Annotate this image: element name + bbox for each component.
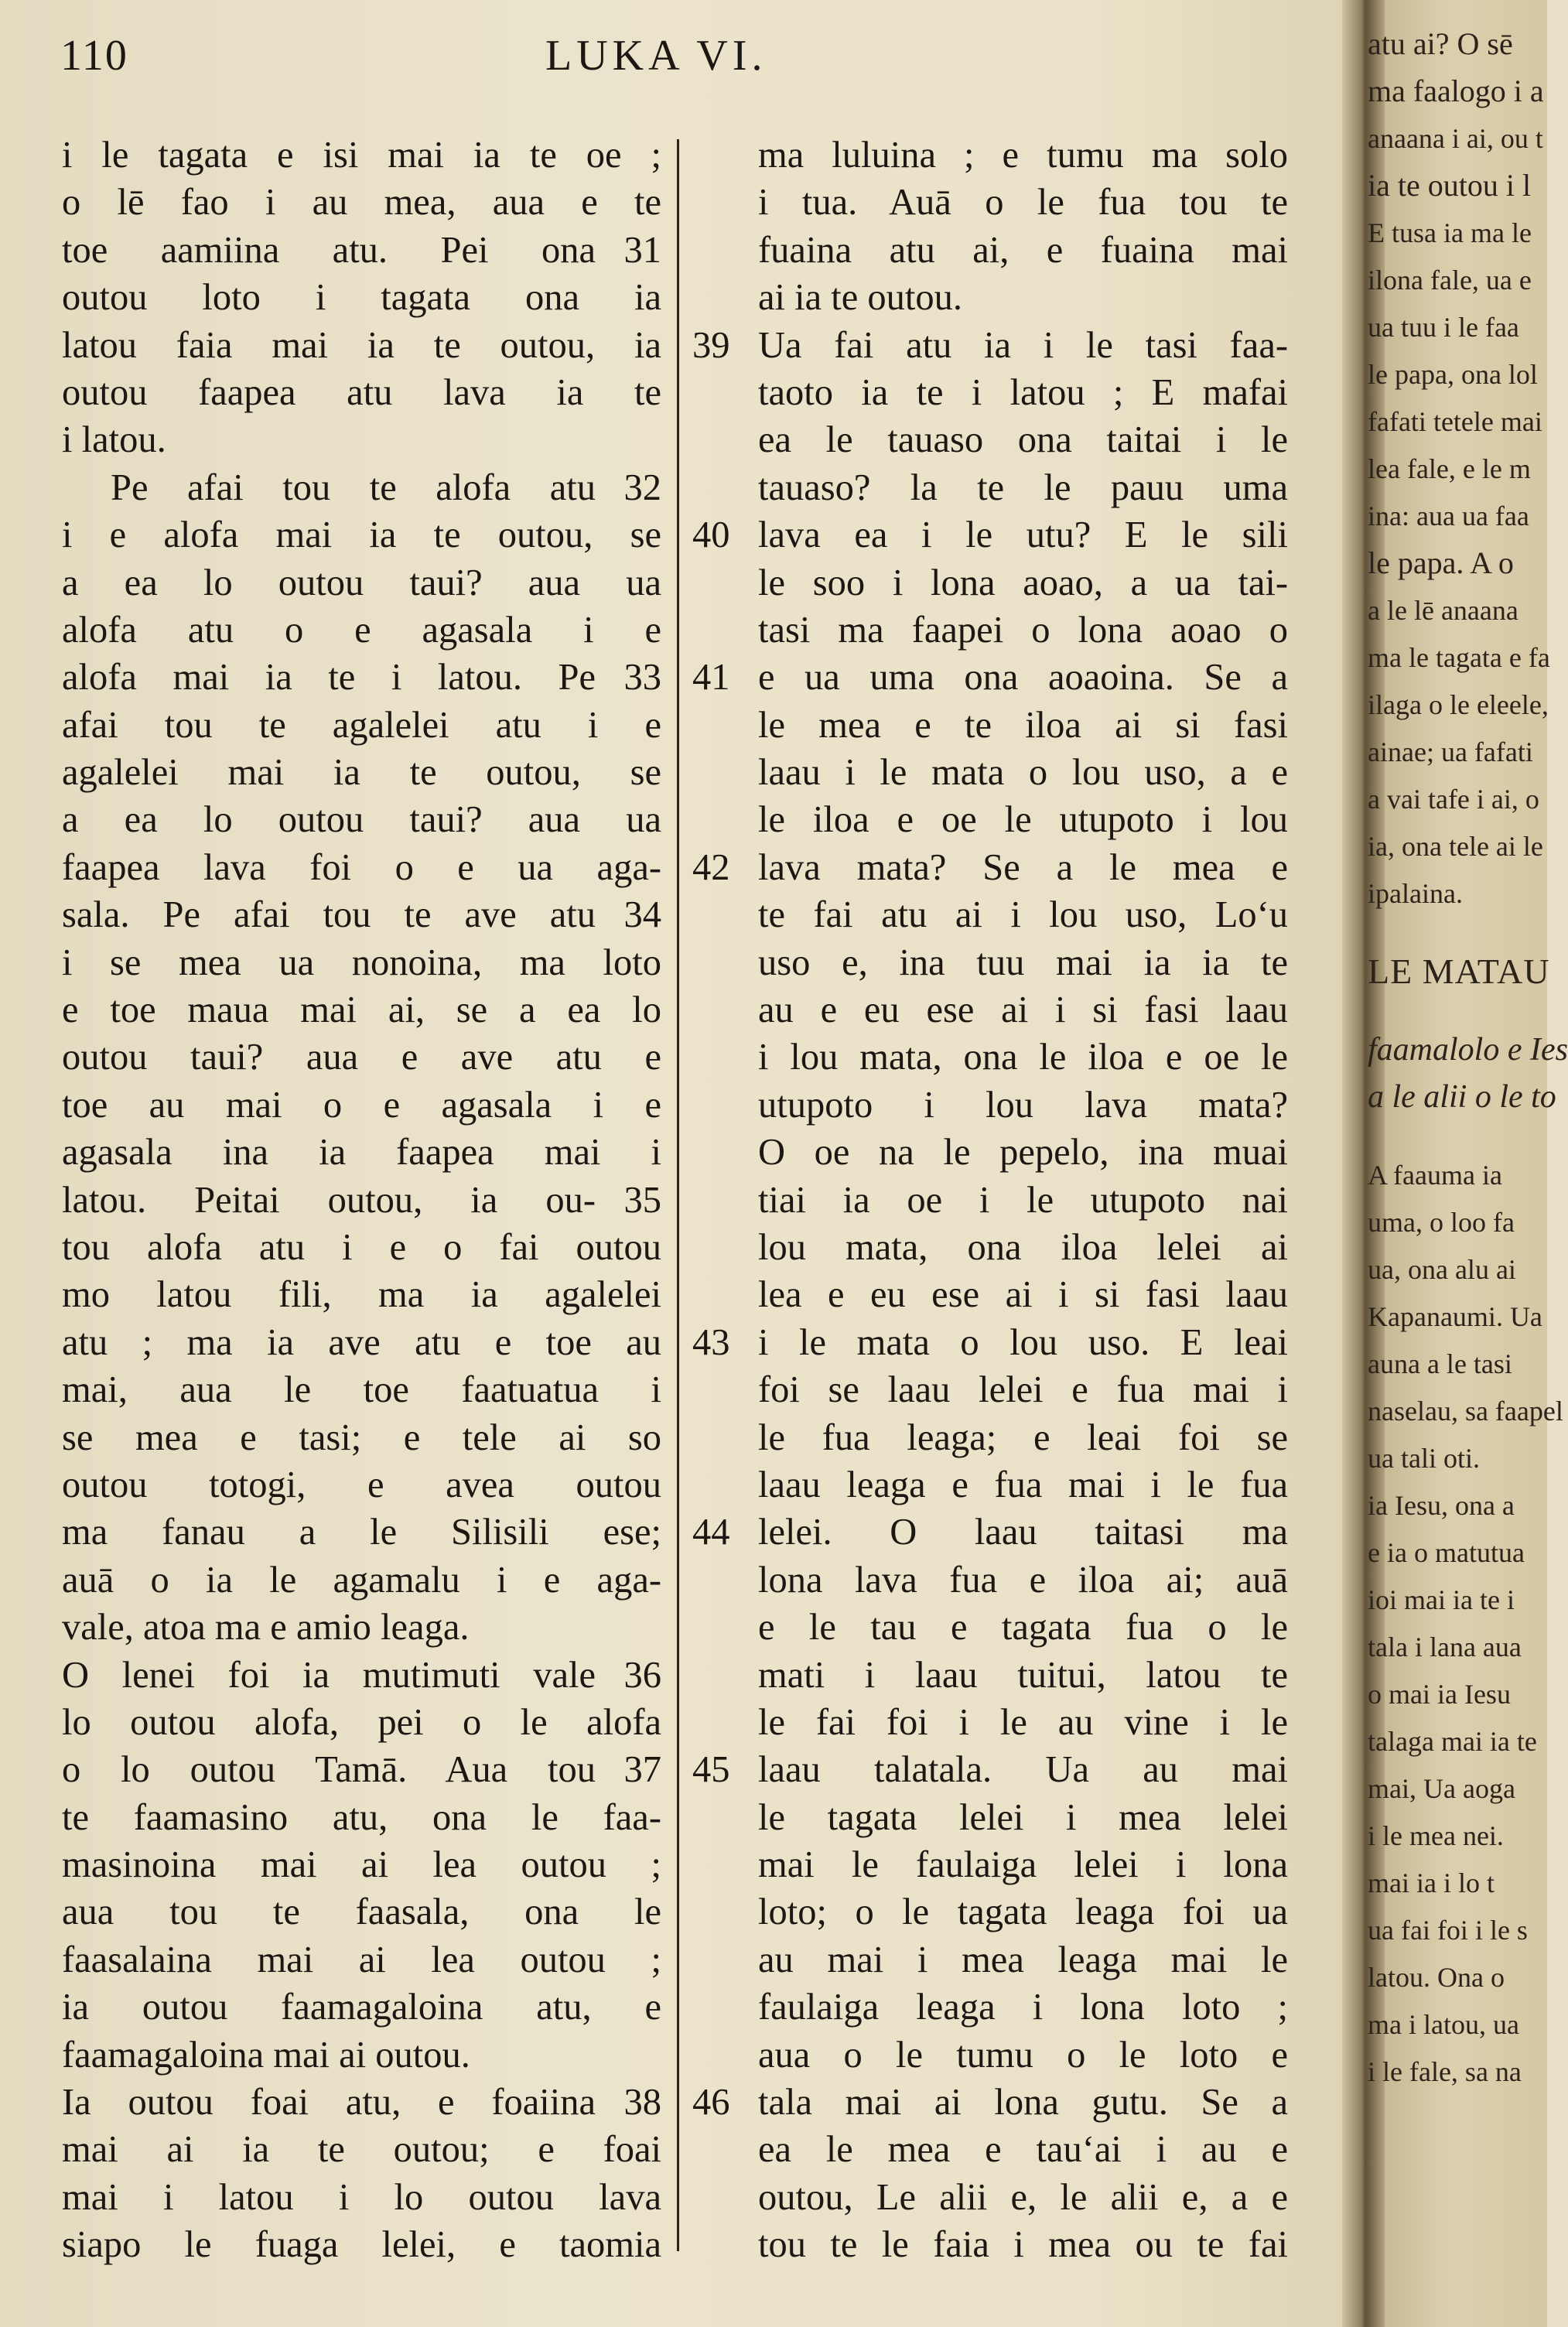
line-text: aua tou te faasala, ona le [62, 1891, 661, 1933]
line-text: tala mai ai lona gutu. Se a [758, 2082, 1288, 2124]
left-text-column [62, 132, 661, 2269]
text-line [62, 1271, 661, 1318]
text-line [692, 796, 1288, 843]
facing-page-line: ilaga o le eleele, [1368, 689, 1549, 720]
text-line [62, 1841, 661, 1888]
facing-page-line: ma faalogo i a [1368, 73, 1544, 108]
text-line [62, 1414, 661, 1461]
text-line [692, 2221, 1288, 2268]
text-line [62, 2031, 661, 2079]
line-text: i se mea ua nonoina, ma loto [62, 941, 661, 983]
line-text: le fai foi i le au vine i le [758, 1701, 1288, 1743]
line-text: outou faapea atu lava ia te [62, 371, 661, 413]
line-text: le soo i lona aoao, a ua tai- [758, 562, 1288, 603]
page-number: 110 [60, 32, 128, 80]
facing-page-line: naselau, sa faapel [1368, 1396, 1563, 1427]
text-line [692, 1129, 1288, 1176]
running-title: LUKA VI. [545, 32, 767, 80]
facing-page-line: lea fale, e le m [1368, 453, 1531, 484]
text-line [62, 607, 661, 654]
line-text: mo latou fili, ma ia agalelei [62, 1274, 661, 1316]
text-line [62, 796, 661, 843]
text-line [62, 1319, 661, 1366]
line-text: latou. Peitai outou, ia ou- [62, 1179, 596, 1221]
text-line [692, 1936, 1288, 1984]
line-text: ia outou faamagaloina atu, e [62, 1987, 661, 2028]
text-line [692, 607, 1288, 654]
line-text: tauaso? la te le pauu uma [758, 466, 1288, 508]
line-text: toe au mai o e agasala i e [62, 1084, 661, 1126]
line-text: i le tagata e isi mai ia te oe ; [62, 135, 661, 176]
line-text: toe aamiina atu. Pei ona [62, 229, 596, 271]
text-line [692, 1081, 1288, 1129]
facing-page-line: ia, ona tele ai le [1368, 831, 1543, 862]
text-line [62, 416, 661, 463]
line-text: a ea lo outou taui? aua ua [62, 799, 661, 841]
text-line [62, 891, 661, 938]
line-text: latou faia mai ia te outou, ia [62, 324, 661, 366]
text-line [62, 1081, 661, 1129]
text-line [692, 1177, 1288, 1224]
text-line [692, 1034, 1288, 1081]
facing-page-line: ua tuu i le faa [1368, 312, 1519, 343]
line-text: Pe afai tou te alofa atu [111, 466, 596, 508]
text-line [692, 986, 1288, 1034]
text-line [692, 1794, 1288, 1841]
text-line [692, 511, 1288, 559]
line-text: le tagata lelei i mea lelei [758, 1796, 1288, 1838]
text-line [62, 559, 661, 607]
facing-page-line: o mai ia Iesu [1368, 1679, 1511, 1710]
line-text: mai ai ia te outou; e foai [62, 2129, 661, 2171]
facing-page-line: E tusa ia ma le [1368, 217, 1532, 248]
facing-page-line: LE MATAU [1368, 952, 1550, 991]
line-text: alofa mai ia te i latou. Pe [62, 657, 596, 699]
line-text: te faamasino atu, ona le faa- [62, 1796, 661, 1838]
line-text: i e alofa mai ia te outou, se [62, 514, 661, 556]
text-line [692, 369, 1288, 416]
text-line [62, 322, 661, 369]
text-line [692, 2079, 1288, 2126]
facing-page-line: atu ai? O sē [1368, 26, 1513, 61]
line-text: uso e, ina tuu mai ia ia te [758, 941, 1288, 983]
text-line [692, 939, 1288, 986]
line-text: lelei. O laau taitasi ma [758, 1512, 1288, 1553]
text-line [692, 1224, 1288, 1271]
text-line [62, 1699, 661, 1746]
facing-page-line: Kapanaumi. Ua [1368, 1301, 1542, 1332]
text-line [692, 1984, 1288, 2031]
line-text: alofa atu o e agasala i e [62, 609, 661, 651]
line-text: vale, atoa ma e amio leaga. [62, 1607, 470, 1649]
facing-page-line: ia te outou i l [1368, 168, 1532, 203]
facing-page-line: a le lē anaana [1368, 595, 1518, 626]
text-line [692, 1604, 1288, 1651]
facing-page-line: tala i lana aua [1368, 1632, 1522, 1662]
text-line [692, 416, 1288, 463]
text-line [62, 939, 661, 986]
facing-page-line: ipalaina. [1368, 878, 1463, 909]
text-line [692, 1652, 1288, 1699]
text-line [692, 1366, 1288, 1413]
text-line [62, 844, 661, 891]
facing-page-line: ainae; ua fafati [1368, 736, 1533, 767]
facing-page-line: le papa. A o [1368, 545, 1514, 580]
text-line [692, 274, 1288, 321]
facing-page-line: mai ia i lo t [1368, 1867, 1495, 1898]
line-text: ma luluina ; e tumu ma solo [758, 135, 1288, 176]
line-text: ma fanau a le Silisili ese; [62, 1512, 661, 1553]
text-line [62, 1461, 661, 1509]
text-line [692, 1509, 1288, 1556]
line-text: faasalaina mai ai lea outou ; [62, 1939, 661, 1980]
verse-number: 39 [692, 324, 730, 366]
line-text: lea e eu ese ai i si fasi laau [758, 1274, 1288, 1316]
text-line [62, 1888, 661, 1936]
line-text: lava mata? Se a le mea e [758, 846, 1288, 888]
verse-number: 41 [692, 657, 730, 699]
text-line [692, 1319, 1288, 1366]
text-line [62, 2221, 661, 2268]
line-text: taoto ia te i latou ; E mafai [758, 371, 1288, 413]
facing-page-line: fafati tetele mai [1368, 406, 1542, 437]
facing-page-line: latou. Ona o [1368, 1962, 1505, 1993]
text-line [692, 1841, 1288, 1888]
text-line [62, 1129, 661, 1176]
text-line [62, 1984, 661, 2031]
verse-number: 36 [623, 1654, 661, 1696]
line-text: ea le tauaso ona taitai i le [758, 419, 1288, 461]
line-text: mai i latou i lo outou lava [62, 2176, 661, 2218]
text-line [692, 2126, 1288, 2173]
verse-number: 31 [623, 229, 661, 271]
line-text: o lo outou Tamā. Aua tou [62, 1749, 596, 1791]
line-text: lou mata, ona iloa lelei ai [758, 1226, 1288, 1268]
line-text: O lenei foi ia mutimuti vale [62, 1654, 596, 1696]
line-text: masinoina mai ai lea outou ; [62, 1844, 661, 1886]
line-text: lona lava fua e iloa ai; auā [758, 1559, 1288, 1601]
facing-page-line: anaana i ai, ou t [1368, 123, 1543, 154]
line-text: le fua leaga; e leai foi se [758, 1416, 1288, 1458]
line-text: agasala ina ia faapea mai i [62, 1132, 661, 1174]
text-line [62, 369, 661, 416]
right-text-column [692, 132, 1288, 2269]
text-line [62, 2174, 661, 2221]
line-text: se mea e tasi; e tele ai so [62, 1416, 661, 1458]
line-text: loto; o le tagata leaga foi ua [758, 1891, 1288, 1933]
text-line [62, 1034, 661, 1081]
text-line [62, 274, 661, 321]
text-line [692, 1746, 1288, 1793]
line-text: mai, aua le toe faatuatua i [62, 1369, 661, 1411]
facing-page-line: auna a le tasi [1368, 1348, 1512, 1379]
line-text: tou alofa atu i e o fai outou [62, 1226, 661, 1268]
line-text: i latou. [62, 419, 166, 461]
line-text: lava ea i le utu? E le sili [758, 514, 1288, 556]
line-text: o lē fao i au mea, aua e te [62, 182, 661, 224]
line-text: faapea lava foi o e ua aga- [62, 846, 661, 888]
line-text: i lou mata, ona le iloa e oe le [758, 1037, 1288, 1078]
line-text: mai le faulaiga lelei i lona [758, 1844, 1288, 1886]
text-line [692, 654, 1288, 701]
verse-number: 42 [692, 846, 730, 888]
line-text: a ea lo outou taui? aua ua [62, 562, 661, 603]
line-text: fuaina atu ai, e fuaina mai [758, 229, 1288, 271]
text-line [62, 1652, 661, 1699]
facing-page-line: ua fai foi i le s [1368, 1915, 1528, 1946]
line-text: utupoto i lou lava mata? [758, 1084, 1288, 1126]
line-text: au mai i mea leaga mai le [758, 1939, 1288, 1980]
line-text: outou taui? aua e ave atu e [62, 1037, 661, 1078]
line-text: Ua fai atu ia i le tasi faa- [758, 324, 1288, 366]
text-line [692, 702, 1288, 749]
verse-number: 46 [692, 2082, 730, 2124]
line-text: Ia outou foai atu, e foaiina [62, 2082, 596, 2124]
text-line [692, 227, 1288, 274]
text-line [692, 559, 1288, 607]
line-text: tou te le faia i mea ou te fai [758, 2224, 1288, 2266]
text-line [62, 1224, 661, 1271]
text-line [692, 1461, 1288, 1509]
line-text: outou totogi, e avea outou [62, 1464, 661, 1505]
text-line [62, 1794, 661, 1841]
text-line [692, 1271, 1288, 1318]
facing-page-line: ioi mai ia te i [1368, 1584, 1515, 1615]
text-line [62, 227, 661, 274]
text-line [692, 891, 1288, 938]
line-text: foi se laau lelei e fua mai i [758, 1369, 1288, 1411]
verse-number: 40 [692, 514, 730, 556]
line-text: faamagaloina mai ai outou. [62, 2034, 470, 2076]
text-line [692, 1888, 1288, 1936]
line-text: i tua. Auā o le fua tou te [758, 182, 1288, 224]
facing-page-line: A faauma ia [1368, 1160, 1502, 1191]
facing-page-line: ua tali oti. [1368, 1443, 1480, 1474]
text-line [62, 511, 661, 559]
line-text: agalelei mai ia te outou, se [62, 752, 661, 794]
line-text: e le tau e tagata fua o le [758, 1607, 1288, 1649]
verse-number: 43 [692, 1321, 730, 1363]
facing-page-line: e ia o matutua [1368, 1537, 1525, 1568]
text-line [62, 1936, 661, 1984]
line-text: outou loto i tagata ona ia [62, 277, 661, 319]
text-line [62, 2079, 661, 2126]
line-text: atu ; ma ia ave atu e toe au [62, 1321, 661, 1363]
facing-page-line: talaga mai ia te [1368, 1726, 1537, 1757]
line-text: tasi ma faapei o lona aoao o [758, 609, 1288, 651]
text-line [692, 1699, 1288, 1746]
verse-number: 33 [623, 657, 661, 699]
line-text: ea le mea e tau‘ai i au e [758, 2129, 1288, 2171]
facing-page-line: le papa, ona lol [1368, 359, 1538, 390]
column-divider [677, 139, 679, 2251]
verse-number: 34 [623, 894, 661, 936]
text-line [62, 132, 661, 179]
line-text: laau talatala. Ua au mai [758, 1749, 1288, 1791]
text-line [62, 702, 661, 749]
facing-page-line: ina: aua ua faa [1368, 501, 1529, 531]
text-line [692, 179, 1288, 226]
text-line [692, 322, 1288, 369]
text-line [692, 132, 1288, 179]
line-text: tiai ia oe i le utupoto nai [758, 1179, 1288, 1221]
text-line [692, 1414, 1288, 1461]
text-line [62, 1366, 661, 1413]
line-text: afai tou te agalelei atu i e [62, 704, 661, 746]
text-line [692, 749, 1288, 796]
text-line [692, 2174, 1288, 2221]
text-line [62, 1509, 661, 1556]
text-line [62, 1556, 661, 1604]
facing-page-line: uma, o loo fa [1368, 1207, 1515, 1238]
line-text: ai ia te outou. [758, 277, 962, 319]
line-text: le iloa e oe le utupoto i lou [758, 799, 1288, 841]
facing-page-line: i le mea nei. [1368, 1820, 1504, 1851]
text-line [692, 1556, 1288, 1604]
text-line [62, 986, 661, 1034]
line-text: e toe maua mai ai, se a ea lo [62, 989, 661, 1031]
text-line [62, 2126, 661, 2173]
text-line [62, 1604, 661, 1651]
text-line [62, 1746, 661, 1793]
facing-page-line: ua, ona alu ai [1368, 1254, 1516, 1285]
line-text: O oe na le pepelo, ina muai [758, 1132, 1288, 1174]
line-text: e ua uma ona aoaoina. Se a [758, 657, 1288, 699]
text-line [62, 1177, 661, 1224]
facing-page-line: faamalolo e Ies [1368, 1032, 1568, 1068]
facing-page-line: ia Iesu, ona a [1368, 1490, 1515, 1521]
verse-number: 45 [692, 1749, 730, 1791]
line-text: aua o le tumu o le loto e [758, 2034, 1288, 2076]
line-text: mati i laau tuitui, latou te [758, 1654, 1288, 1696]
verse-number: 35 [623, 1179, 661, 1221]
verse-number: 44 [692, 1512, 730, 1553]
text-line [692, 2031, 1288, 2079]
line-text: i le mata o lou uso. E leai [758, 1321, 1288, 1363]
facing-page-line: i le fale, sa na [1368, 2056, 1522, 2087]
facing-page-line: a vai tafe i ai, o [1368, 784, 1539, 815]
verse-number: 32 [623, 466, 661, 508]
text-line [692, 844, 1288, 891]
line-text: te fai atu ai i lou uso, Lo‘u [758, 894, 1288, 936]
line-text: lo outou alofa, pei o le alofa [62, 1701, 661, 1743]
line-text: au e eu ese ai i si fasi laau [758, 989, 1288, 1031]
verse-number: 37 [623, 1749, 661, 1791]
line-text: laau i le mata o lou uso, a e [758, 752, 1288, 794]
facing-page-line: mai, Ua aoga [1368, 1773, 1515, 1804]
text-line [692, 464, 1288, 511]
verse-number: 38 [623, 2082, 661, 2124]
line-text: siapo le fuaga lelei, e taomia [62, 2224, 661, 2266]
line-text: auā o ia le agamalu i e aga- [62, 1559, 661, 1601]
facing-page-line: a le alii o le to [1368, 1079, 1556, 1115]
line-text: sala. Pe afai tou te ave atu [62, 894, 596, 936]
facing-page-line: ma i latou, ua [1368, 2009, 1519, 2040]
line-text: outou, Le alii e, le alii e, a e [758, 2176, 1288, 2218]
text-line [62, 464, 661, 511]
line-text: le mea e te iloa ai si fasi [758, 704, 1288, 746]
line-text: laau leaga e fua mai i le fua [758, 1464, 1288, 1505]
text-line [62, 749, 661, 796]
line-text: faulaiga leaga i lona loto ; [758, 1987, 1288, 2028]
text-line [62, 654, 661, 701]
facing-page-line: ma le tagata e fa [1368, 642, 1550, 673]
text-line [62, 179, 661, 226]
facing-page-line: ilona fale, ua e [1368, 265, 1532, 296]
